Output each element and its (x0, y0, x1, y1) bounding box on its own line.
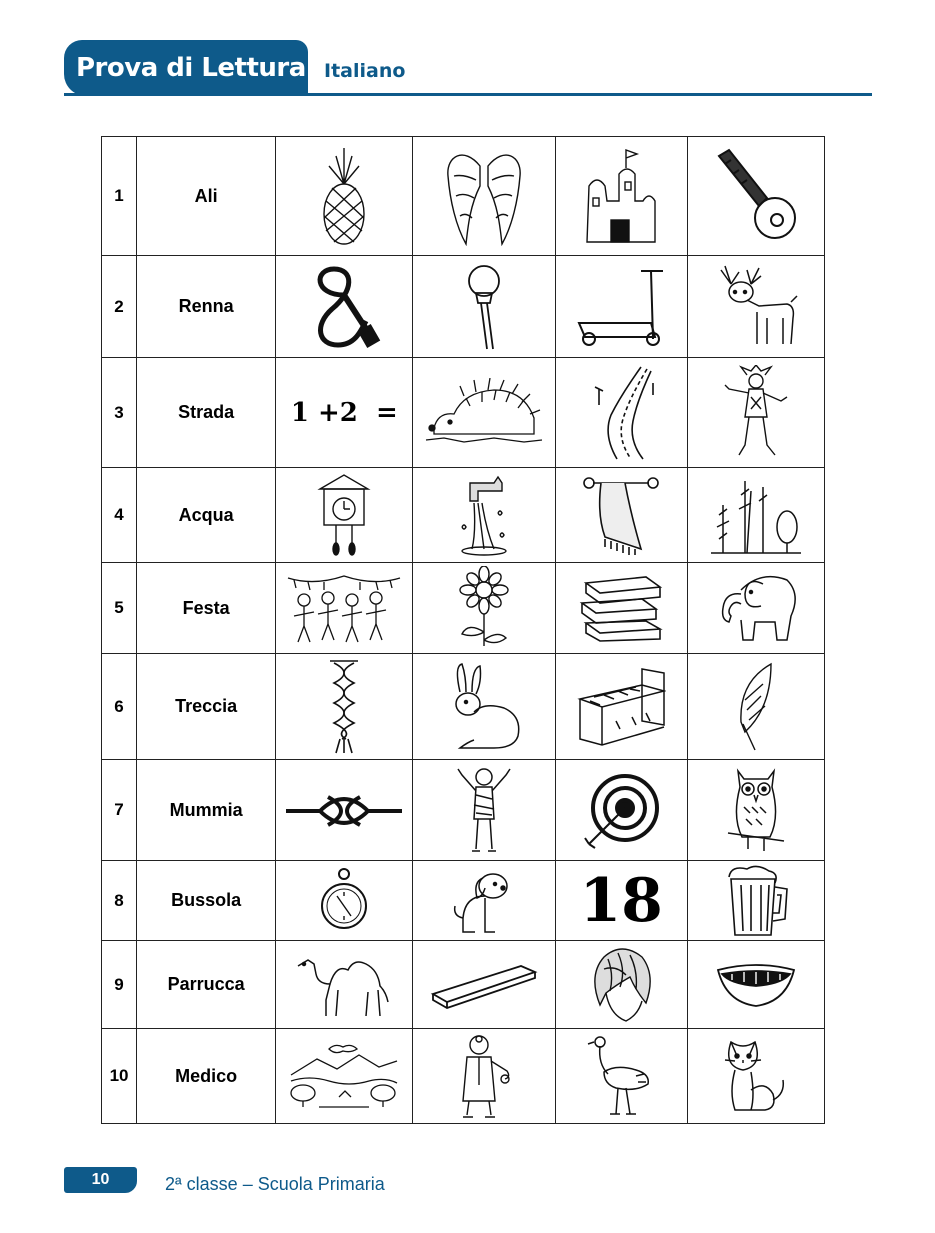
table-row (102, 861, 825, 941)
row-word: Medico (137, 1029, 276, 1124)
party-icon (276, 563, 413, 654)
page-title: Prova di Lettura (64, 40, 308, 96)
compass-icon (276, 861, 413, 941)
row-word: Parrucca (137, 941, 276, 1029)
road-icon (555, 358, 687, 468)
braid-icon (276, 654, 413, 760)
key-icon (687, 137, 824, 256)
row-word: Bussola (137, 861, 276, 941)
row-number: 2 (102, 256, 137, 358)
row-word: Acqua (137, 468, 276, 563)
landscape-icon (276, 1029, 413, 1124)
flower-icon (413, 563, 555, 654)
table-row (102, 256, 825, 358)
row-number: 8 (102, 861, 137, 941)
scooter-icon (555, 256, 687, 358)
table-row (102, 137, 825, 256)
target-icon (555, 760, 687, 861)
pineapple-icon (276, 137, 413, 256)
row-number: 3 (102, 358, 137, 468)
table-row (102, 654, 825, 760)
table-row (102, 760, 825, 861)
row-number: 1 (102, 137, 137, 256)
ostrich-icon (555, 1029, 687, 1124)
page-number: 10 (64, 1167, 137, 1193)
water-tap-icon (413, 468, 555, 563)
table-row (102, 1029, 825, 1124)
hedgehog-icon (413, 358, 555, 468)
wig-icon (555, 941, 687, 1029)
forest-icon (687, 468, 824, 563)
kitten-icon (687, 1029, 824, 1124)
cuckoo-clock-icon (276, 468, 413, 563)
puppy-icon (413, 861, 555, 941)
footer-text: 2ª classe – Scuola Primaria (165, 1174, 385, 1194)
subject-label: Italiano (324, 60, 406, 82)
doctor-icon (413, 1029, 555, 1124)
table-row (102, 941, 825, 1029)
row-word: Ali (137, 137, 276, 256)
sandcastle-icon (555, 137, 687, 256)
row-word: Festa (137, 563, 276, 654)
row-number: 5 (102, 563, 137, 654)
bed-icon (555, 654, 687, 760)
row-number: 6 (102, 654, 137, 760)
owl-icon (687, 760, 824, 861)
row-word: Mummia (137, 760, 276, 861)
knot-icon (276, 760, 413, 861)
row-number: 9 (102, 941, 137, 1029)
sum-icon (276, 358, 413, 468)
elephant-icon (687, 563, 824, 654)
reading-test-table (101, 136, 825, 1124)
row-word: Treccia (137, 654, 276, 760)
reindeer-icon (687, 256, 824, 358)
row-number: 10 (102, 1029, 137, 1124)
feather-icon (687, 654, 824, 760)
beer-mug-icon (687, 861, 824, 941)
table-row (102, 468, 825, 563)
row-word: Renna (137, 256, 276, 358)
wings-icon (413, 137, 555, 256)
rabbit-icon (413, 654, 555, 760)
jester-icon (687, 358, 824, 468)
page-header (64, 40, 872, 98)
row-number: 7 (102, 760, 137, 861)
mummy-icon (413, 760, 555, 861)
row-number: 4 (102, 468, 137, 563)
books-icon (555, 563, 687, 654)
table-row (102, 563, 825, 654)
rope-knot-icon (276, 256, 413, 358)
sum-text: 1 +2 = (290, 397, 398, 428)
lollipop-icon (413, 256, 555, 358)
mouth-icon (687, 941, 824, 1029)
number-eighteen: 18 (555, 861, 687, 941)
towel-icon (555, 468, 687, 563)
table-row (102, 358, 825, 468)
row-word: Strada (137, 358, 276, 468)
chalk-icon (413, 941, 555, 1029)
camel-icon (276, 941, 413, 1029)
header-rule (64, 93, 872, 96)
